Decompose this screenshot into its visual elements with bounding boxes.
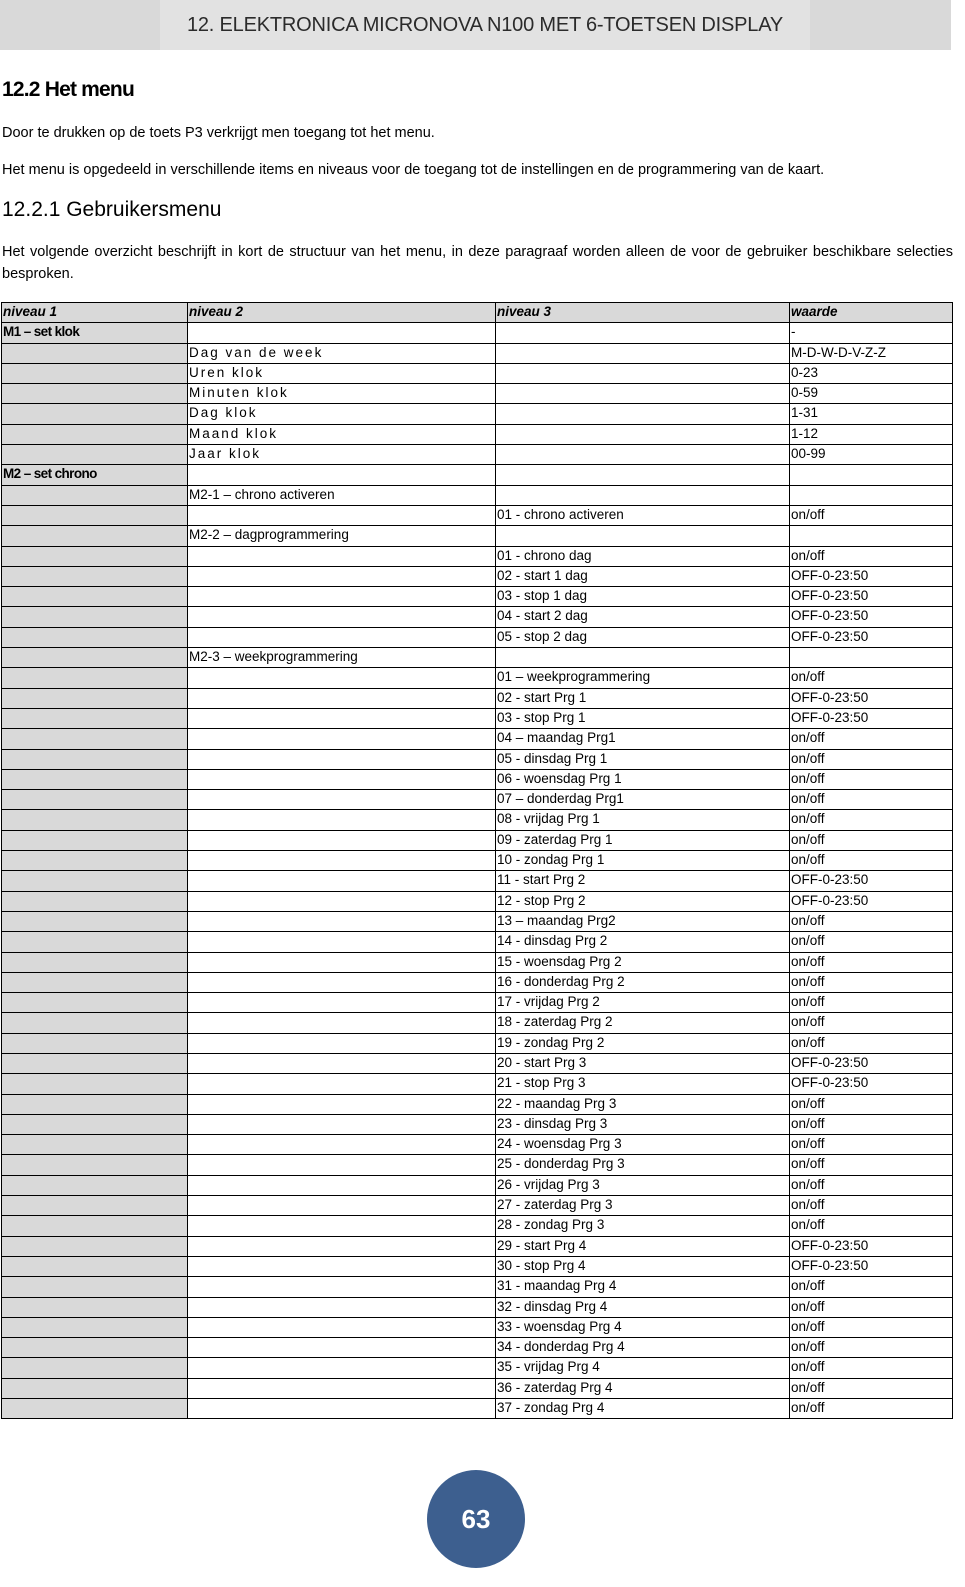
table-row <box>2 1236 953 1256</box>
niveau-1-cell <box>2 1317 188 1337</box>
waarde-cell: on/off <box>790 1114 953 1134</box>
niveau-1-cell <box>2 404 188 424</box>
niveau-2-cell <box>188 790 496 810</box>
table-row <box>2 546 953 566</box>
table-row <box>2 708 953 728</box>
waarde-cell: on/off <box>790 1013 953 1033</box>
niveau-2-cell <box>188 587 496 607</box>
table-row <box>2 566 953 586</box>
waarde-cell: OFF-0-23:50 <box>790 891 953 911</box>
niveau-2-cell <box>188 932 496 952</box>
niveau-2-cell <box>188 1378 496 1398</box>
table-row <box>2 404 953 424</box>
niveau-2-cell: M2-2 – dagprogrammering <box>188 526 496 546</box>
waarde-cell: on/off <box>790 952 953 972</box>
table-row <box>2 1358 953 1378</box>
table-row <box>2 1378 953 1398</box>
niveau-1-cell <box>2 993 188 1013</box>
niveau-3-cell: 05 - dinsdag Prg 1 <box>496 749 790 769</box>
niveau-1-cell <box>2 932 188 952</box>
section-title: 12.2 Het menu <box>2 78 134 101</box>
niveau-3-cell <box>496 445 790 465</box>
niveau-2-cell: M2-1 – chrono activeren <box>188 485 496 505</box>
niveau-2-cell: Maand klok <box>188 424 496 444</box>
niveau-3-cell: 14 - dinsdag Prg 2 <box>496 932 790 952</box>
niveau-2-cell <box>188 1094 496 1114</box>
table-row <box>2 1053 953 1073</box>
niveau-2-cell <box>188 1236 496 1256</box>
table-row <box>2 1317 953 1337</box>
table-row <box>2 749 953 769</box>
niveau-2-cell <box>188 708 496 728</box>
menu-structure-table <box>1 302 953 1419</box>
niveau-3-cell: 09 - zaterdag Prg 1 <box>496 830 790 850</box>
niveau-3-cell <box>496 384 790 404</box>
niveau-1-cell <box>2 1175 188 1195</box>
table-row <box>2 688 953 708</box>
niveau-1-cell <box>2 363 188 383</box>
niveau-1-cell: M1 – set klok <box>2 323 188 343</box>
niveau-3-cell: 02 - start 1 dag <box>496 566 790 586</box>
niveau-3-cell: 15 - woensdag Prg 2 <box>496 952 790 972</box>
table-header-row <box>2 303 953 323</box>
page-number-badge: 63 <box>427 1470 525 1568</box>
niveau-1-cell <box>2 1277 188 1297</box>
waarde-cell: - <box>790 323 953 343</box>
niveau-1-cell <box>2 708 188 728</box>
waarde-cell: on/off <box>790 1297 953 1317</box>
niveau-3-cell: 17 - vrijdag Prg 2 <box>496 993 790 1013</box>
table-row <box>2 790 953 810</box>
table-row <box>2 1033 953 1053</box>
niveau-1-cell <box>2 1135 188 1155</box>
waarde-cell: on/off <box>790 1094 953 1114</box>
table-row <box>2 323 953 343</box>
niveau-1-cell <box>2 587 188 607</box>
niveau-1-cell <box>2 790 188 810</box>
table-row <box>2 648 953 668</box>
table-row <box>2 627 953 647</box>
table-row <box>2 830 953 850</box>
waarde-cell: OFF-0-23:50 <box>790 708 953 728</box>
waarde-cell: OFF-0-23:50 <box>790 627 953 647</box>
waarde-cell: on/off <box>790 668 953 688</box>
waarde-cell: 0-23 <box>790 363 953 383</box>
niveau-3-cell: 27 - zaterdag Prg 3 <box>496 1196 790 1216</box>
niveau-2-cell <box>188 1216 496 1236</box>
niveau-2-cell <box>188 688 496 708</box>
niveau-1-cell <box>2 566 188 586</box>
niveau-3-cell: 05 - stop 2 dag <box>496 627 790 647</box>
niveau-1-cell <box>2 1114 188 1134</box>
niveau-2-cell <box>188 851 496 871</box>
niveau-2-cell <box>188 668 496 688</box>
niveau-2-cell <box>188 1196 496 1216</box>
waarde-cell: on/off <box>790 932 953 952</box>
niveau-2-cell: Dag klok <box>188 404 496 424</box>
niveau-3-cell: 01 - chrono activeren <box>496 505 790 525</box>
niveau-2-cell: Jaar klok <box>188 445 496 465</box>
header-band <box>0 0 951 50</box>
niveau-2-cell <box>188 769 496 789</box>
niveau-2-cell <box>188 891 496 911</box>
niveau-2-cell: Dag van de week <box>188 343 496 363</box>
niveau-3-cell <box>496 485 790 505</box>
niveau-2-cell <box>188 546 496 566</box>
niveau-2-cell <box>188 911 496 931</box>
niveau-2-cell <box>188 993 496 1013</box>
waarde-cell: on/off <box>790 1033 953 1053</box>
niveau-1-cell <box>2 668 188 688</box>
niveau-3-cell: 36 - zaterdag Prg 4 <box>496 1378 790 1398</box>
niveau-2-cell <box>188 952 496 972</box>
niveau-3-cell: 21 - stop Prg 3 <box>496 1074 790 1094</box>
niveau-3-cell: 28 - zondag Prg 3 <box>496 1216 790 1236</box>
table-row <box>2 1277 953 1297</box>
waarde-cell: on/off <box>790 810 953 830</box>
waarde-cell: OFF-0-23:50 <box>790 871 953 891</box>
niveau-1-cell <box>2 1399 188 1419</box>
table-row <box>2 810 953 830</box>
waarde-cell: 0-59 <box>790 384 953 404</box>
niveau-2-cell <box>188 1033 496 1053</box>
niveau-1-cell <box>2 972 188 992</box>
niveau-2-cell: Uren klok <box>188 363 496 383</box>
niveau-2-cell <box>188 627 496 647</box>
waarde-cell: on/off <box>790 851 953 871</box>
niveau-2-cell <box>188 972 496 992</box>
table-row <box>2 526 953 546</box>
niveau-2-cell <box>188 607 496 627</box>
waarde-cell: 1-12 <box>790 424 953 444</box>
table-row <box>2 891 953 911</box>
niveau-3-cell: 24 - woensdag Prg 3 <box>496 1135 790 1155</box>
table-body <box>2 323 953 1419</box>
niveau-3-cell: 25 - donderdag Prg 3 <box>496 1155 790 1175</box>
niveau-2-cell <box>188 1338 496 1358</box>
niveau-3-cell <box>496 404 790 424</box>
table-row <box>2 505 953 525</box>
table-row <box>2 932 953 952</box>
niveau-3-cell: 02 - start Prg 1 <box>496 688 790 708</box>
waarde-cell: 00-99 <box>790 445 953 465</box>
waarde-cell: M-D-W-D-V-Z-Z <box>790 343 953 363</box>
table-row <box>2 1338 953 1358</box>
waarde-cell: on/off <box>790 729 953 749</box>
niveau-2-cell <box>188 323 496 343</box>
niveau-3-cell: 12 - stop Prg 2 <box>496 891 790 911</box>
niveau-1-cell <box>2 830 188 850</box>
table-row <box>2 911 953 931</box>
waarde-cell: on/off <box>790 911 953 931</box>
waarde-cell: OFF-0-23:50 <box>790 1074 953 1094</box>
column-header-waarde: waarde <box>790 303 953 323</box>
niveau-2-cell <box>188 1114 496 1134</box>
niveau-1-cell <box>2 485 188 505</box>
niveau-3-cell <box>496 424 790 444</box>
niveau-2-cell <box>188 1358 496 1378</box>
niveau-3-cell: 20 - start Prg 3 <box>496 1053 790 1073</box>
table-row <box>2 465 953 485</box>
waarde-cell: on/off <box>790 830 953 850</box>
niveau-2-cell <box>188 566 496 586</box>
table-row <box>2 384 953 404</box>
niveau-1-cell <box>2 891 188 911</box>
table-row <box>2 1094 953 1114</box>
niveau-2-cell <box>188 1277 496 1297</box>
waarde-cell: on/off <box>790 1196 953 1216</box>
table-row <box>2 1175 953 1195</box>
waarde-cell <box>790 648 953 668</box>
niveau-1-cell <box>2 911 188 931</box>
table-row <box>2 1013 953 1033</box>
waarde-cell: on/off <box>790 1155 953 1175</box>
niveau-2-cell <box>188 1135 496 1155</box>
waarde-cell: on/off <box>790 749 953 769</box>
niveau-2-cell <box>188 729 496 749</box>
waarde-cell <box>790 465 953 485</box>
overview-paragraph: Het volgende overzicht beschrijft in kort de structuur van het menu, in deze paragraaf worden alleen de voor de gebruiker beschikbare selecties besproken. <box>2 244 953 282</box>
waarde-cell: on/off <box>790 1317 953 1337</box>
niveau-1-cell: M2 – set chrono <box>2 465 188 485</box>
niveau-2-cell <box>188 465 496 485</box>
niveau-1-cell <box>2 729 188 749</box>
waarde-cell: on/off <box>790 546 953 566</box>
niveau-1-cell <box>2 769 188 789</box>
niveau-1-cell <box>2 1358 188 1378</box>
niveau-1-cell <box>2 627 188 647</box>
waarde-cell: OFF-0-23:50 <box>790 587 953 607</box>
waarde-cell: on/off <box>790 505 953 525</box>
niveau-3-cell: 13 – maandag Prg2 <box>496 911 790 931</box>
table-row <box>2 871 953 891</box>
niveau-1-cell <box>2 505 188 525</box>
niveau-1-cell <box>2 952 188 972</box>
niveau-1-cell <box>2 1256 188 1276</box>
niveau-1-cell <box>2 1033 188 1053</box>
niveau-1-cell <box>2 1053 188 1073</box>
niveau-2-cell <box>188 1074 496 1094</box>
niveau-1-cell <box>2 1074 188 1094</box>
niveau-3-cell: 30 - stop Prg 4 <box>496 1256 790 1276</box>
table-row <box>2 769 953 789</box>
niveau-1-cell <box>2 1236 188 1256</box>
waarde-cell: on/off <box>790 1358 953 1378</box>
niveau-1-cell <box>2 1013 188 1033</box>
niveau-2-cell <box>188 749 496 769</box>
table-row <box>2 445 953 465</box>
niveau-1-cell <box>2 607 188 627</box>
niveau-2-cell: M2-3 – weekprogrammering <box>188 648 496 668</box>
niveau-1-cell <box>2 343 188 363</box>
niveau-3-cell: 16 - donderdag Prg 2 <box>496 972 790 992</box>
table-row <box>2 343 953 363</box>
table-row <box>2 1297 953 1317</box>
niveau-1-cell <box>2 1297 188 1317</box>
column-header-niveau-3: niveau 3 <box>496 303 790 323</box>
niveau-3-cell <box>496 363 790 383</box>
niveau-3-cell: 33 - woensdag Prg 4 <box>496 1317 790 1337</box>
niveau-2-cell <box>188 505 496 525</box>
niveau-3-cell <box>496 526 790 546</box>
intro-paragraph: Door te drukken op de toets P3 verkrijgt men toegang tot het menu. <box>2 125 435 141</box>
waarde-cell: on/off <box>790 1277 953 1297</box>
waarde-cell: on/off <box>790 1216 953 1236</box>
niveau-3-cell: 31 - maandag Prg 4 <box>496 1277 790 1297</box>
waarde-cell: OFF-0-23:50 <box>790 1053 953 1073</box>
niveau-2-cell <box>188 871 496 891</box>
niveau-3-cell: 03 - stop Prg 1 <box>496 708 790 728</box>
waarde-cell: on/off <box>790 1175 953 1195</box>
niveau-3-cell: 07 – donderdag Prg1 <box>496 790 790 810</box>
niveau-1-cell <box>2 1155 188 1175</box>
waarde-cell: OFF-0-23:50 <box>790 1256 953 1276</box>
table-row <box>2 993 953 1013</box>
niveau-1-cell <box>2 810 188 830</box>
waarde-cell: OFF-0-23:50 <box>790 566 953 586</box>
table-row <box>2 972 953 992</box>
niveau-3-cell: 37 - zondag Prg 4 <box>496 1399 790 1419</box>
waarde-cell: on/off <box>790 790 953 810</box>
niveau-3-cell: 06 - woensdag Prg 1 <box>496 769 790 789</box>
table-row <box>2 363 953 383</box>
niveau-3-cell: 18 - zaterdag Prg 2 <box>496 1013 790 1033</box>
niveau-3-cell <box>496 465 790 485</box>
table-row <box>2 1399 953 1419</box>
niveau-1-cell <box>2 1094 188 1114</box>
table-row <box>2 952 953 972</box>
niveau-1-cell <box>2 1378 188 1398</box>
niveau-1-cell <box>2 1338 188 1358</box>
niveau-3-cell: 35 - vrijdag Prg 4 <box>496 1358 790 1378</box>
niveau-1-cell <box>2 688 188 708</box>
niveau-3-cell: 23 - dinsdag Prg 3 <box>496 1114 790 1134</box>
table-row <box>2 1216 953 1236</box>
niveau-3-cell: 01 – weekprogrammering <box>496 668 790 688</box>
niveau-1-cell <box>2 546 188 566</box>
niveau-2-cell <box>188 1155 496 1175</box>
niveau-2-cell <box>188 1175 496 1195</box>
niveau-2-cell <box>188 1256 496 1276</box>
table-row <box>2 1155 953 1175</box>
menu-description-paragraph: Het menu is opgedeeld in verschillende items en niveaus voor de toegang tot de instellingen en de programmering van de kaart. <box>2 162 825 178</box>
niveau-1-cell <box>2 749 188 769</box>
niveau-2-cell <box>188 1317 496 1337</box>
niveau-1-cell <box>2 871 188 891</box>
niveau-3-cell: 01 - chrono dag <box>496 546 790 566</box>
niveau-1-cell <box>2 445 188 465</box>
niveau-3-cell: 22 - maandag Prg 3 <box>496 1094 790 1114</box>
waarde-cell: on/off <box>790 1378 953 1398</box>
waarde-cell: OFF-0-23:50 <box>790 1236 953 1256</box>
niveau-1-cell <box>2 648 188 668</box>
niveau-2-cell <box>188 1399 496 1419</box>
niveau-2-cell <box>188 810 496 830</box>
niveau-3-cell: 04 – maandag Prg1 <box>496 729 790 749</box>
niveau-1-cell <box>2 1216 188 1236</box>
niveau-1-cell <box>2 526 188 546</box>
niveau-3-cell: 03 - stop 1 dag <box>496 587 790 607</box>
waarde-cell: on/off <box>790 972 953 992</box>
subsection-title: 12.2.1 Gebruikersmenu <box>2 198 222 221</box>
waarde-cell: OFF-0-23:50 <box>790 607 953 627</box>
niveau-3-cell: 29 - start Prg 4 <box>496 1236 790 1256</box>
page-header-title: 12. ELEKTRONICA MICRONOVA N100 MET 6-TOETSEN DISPLAY <box>160 0 810 50</box>
niveau-3-cell: 08 - vrijdag Prg 1 <box>496 810 790 830</box>
niveau-3-cell: 04 - start 2 dag <box>496 607 790 627</box>
waarde-cell: on/off <box>790 993 953 1013</box>
waarde-cell: 1-31 <box>790 404 953 424</box>
niveau-3-cell: 19 - zondag Prg 2 <box>496 1033 790 1053</box>
waarde-cell: on/off <box>790 1338 953 1358</box>
waarde-cell <box>790 526 953 546</box>
waarde-cell: on/off <box>790 769 953 789</box>
table-row <box>2 424 953 444</box>
niveau-2-cell: Minuten klok <box>188 384 496 404</box>
table-row <box>2 1074 953 1094</box>
niveau-3-cell <box>496 648 790 668</box>
table-row <box>2 668 953 688</box>
waarde-cell <box>790 485 953 505</box>
niveau-3-cell: 32 - dinsdag Prg 4 <box>496 1297 790 1317</box>
table-row <box>2 485 953 505</box>
table-row <box>2 1196 953 1216</box>
niveau-1-cell <box>2 851 188 871</box>
column-header-niveau-2: niveau 2 <box>188 303 496 323</box>
table-row <box>2 1114 953 1134</box>
waarde-cell: OFF-0-23:50 <box>790 688 953 708</box>
niveau-1-cell <box>2 1196 188 1216</box>
table-row <box>2 1256 953 1276</box>
niveau-3-cell <box>496 323 790 343</box>
niveau-3-cell: 11 - start Prg 2 <box>496 871 790 891</box>
column-header-niveau-1: niveau 1 <box>2 303 188 323</box>
niveau-3-cell: 26 - vrijdag Prg 3 <box>496 1175 790 1195</box>
table-row <box>2 851 953 871</box>
niveau-1-cell <box>2 384 188 404</box>
niveau-3-cell: 10 - zondag Prg 1 <box>496 851 790 871</box>
table-row <box>2 607 953 627</box>
niveau-1-cell <box>2 424 188 444</box>
waarde-cell: on/off <box>790 1135 953 1155</box>
table-row <box>2 729 953 749</box>
table-row <box>2 1135 953 1155</box>
niveau-2-cell <box>188 830 496 850</box>
niveau-2-cell <box>188 1053 496 1073</box>
niveau-2-cell <box>188 1013 496 1033</box>
niveau-3-cell <box>496 343 790 363</box>
waarde-cell: on/off <box>790 1399 953 1419</box>
niveau-3-cell: 34 - donderdag Prg 4 <box>496 1338 790 1358</box>
table-row <box>2 587 953 607</box>
niveau-2-cell <box>188 1297 496 1317</box>
